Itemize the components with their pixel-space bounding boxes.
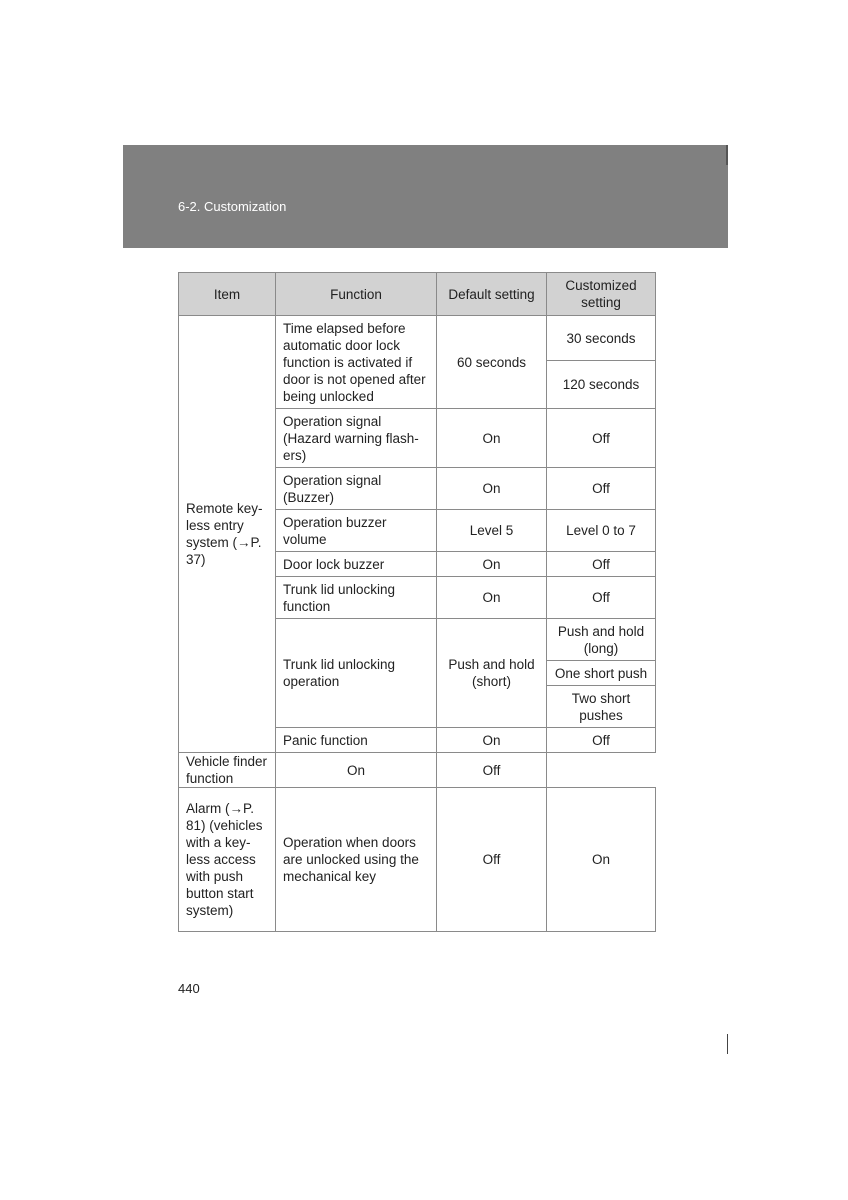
- header-customized-setting: Customized setting: [547, 273, 656, 316]
- header-default-setting: Default setting: [437, 273, 547, 316]
- default-cell: On: [437, 468, 547, 510]
- custom-cell: Level 0 to 7: [547, 510, 656, 552]
- default-cell: On: [437, 552, 547, 577]
- default-cell: On: [437, 728, 547, 753]
- header-function: Function: [276, 273, 437, 316]
- item-cell: Remote key-less entry system (→P. 37): [179, 316, 276, 753]
- function-cell: Trunk lid unlocking operation: [276, 619, 437, 728]
- custom-cell: Off: [547, 468, 656, 510]
- custom-cell: Off: [437, 753, 547, 788]
- custom-cell: 30 seconds: [547, 316, 656, 361]
- custom-cell: Off: [547, 552, 656, 577]
- section-title: 6-2. Customization: [178, 199, 287, 214]
- table-row: [179, 753, 656, 788]
- custom-cell: Off: [547, 577, 656, 619]
- custom-cell: On: [547, 788, 656, 932]
- default-cell: Push and hold (short): [437, 619, 547, 728]
- custom-cell: Off: [547, 409, 656, 468]
- default-cell: On: [276, 753, 437, 788]
- default-cell: 60 seconds: [437, 316, 547, 409]
- item-cell: Alarm (→P. 81) (vehicles with a key-less access with push button start system): [179, 788, 276, 932]
- table-row: [179, 316, 656, 361]
- custom-cell: 120 seconds: [547, 361, 656, 409]
- function-cell: Operation signal (Buzzer): [276, 468, 437, 510]
- default-cell: On: [437, 409, 547, 468]
- page-edge-tick-bottom: [727, 1034, 728, 1054]
- header-band: [123, 145, 728, 248]
- custom-cell: Off: [547, 728, 656, 753]
- function-cell: Vehicle finder function: [179, 753, 276, 788]
- function-cell: Trunk lid unlocking function: [276, 577, 437, 619]
- page-edge-tick-top: [726, 145, 728, 165]
- function-cell: Time elapsed before automatic door lock function is activated if door is not opened after being unlocked: [276, 316, 437, 409]
- table-header-row: [179, 273, 656, 316]
- default-cell: On: [437, 577, 547, 619]
- function-cell: Panic function: [276, 728, 437, 753]
- table-row: [179, 788, 656, 932]
- custom-cell: Push and hold (long): [547, 619, 656, 661]
- custom-cell: One short push: [547, 661, 656, 686]
- header-item: Item: [179, 273, 276, 316]
- page-number: 440: [178, 981, 200, 996]
- function-cell: Operation buzzer volume: [276, 510, 437, 552]
- custom-cell: Two short pushes: [547, 686, 656, 728]
- function-cell: Door lock buzzer: [276, 552, 437, 577]
- default-cell: Off: [437, 788, 547, 932]
- function-cell: Operation signal (Hazard warning flash-ers): [276, 409, 437, 468]
- default-cell: Level 5: [437, 510, 547, 552]
- customization-table: [178, 272, 656, 932]
- function-cell: Operation when doors are unlocked using the mechanical key: [276, 788, 437, 932]
